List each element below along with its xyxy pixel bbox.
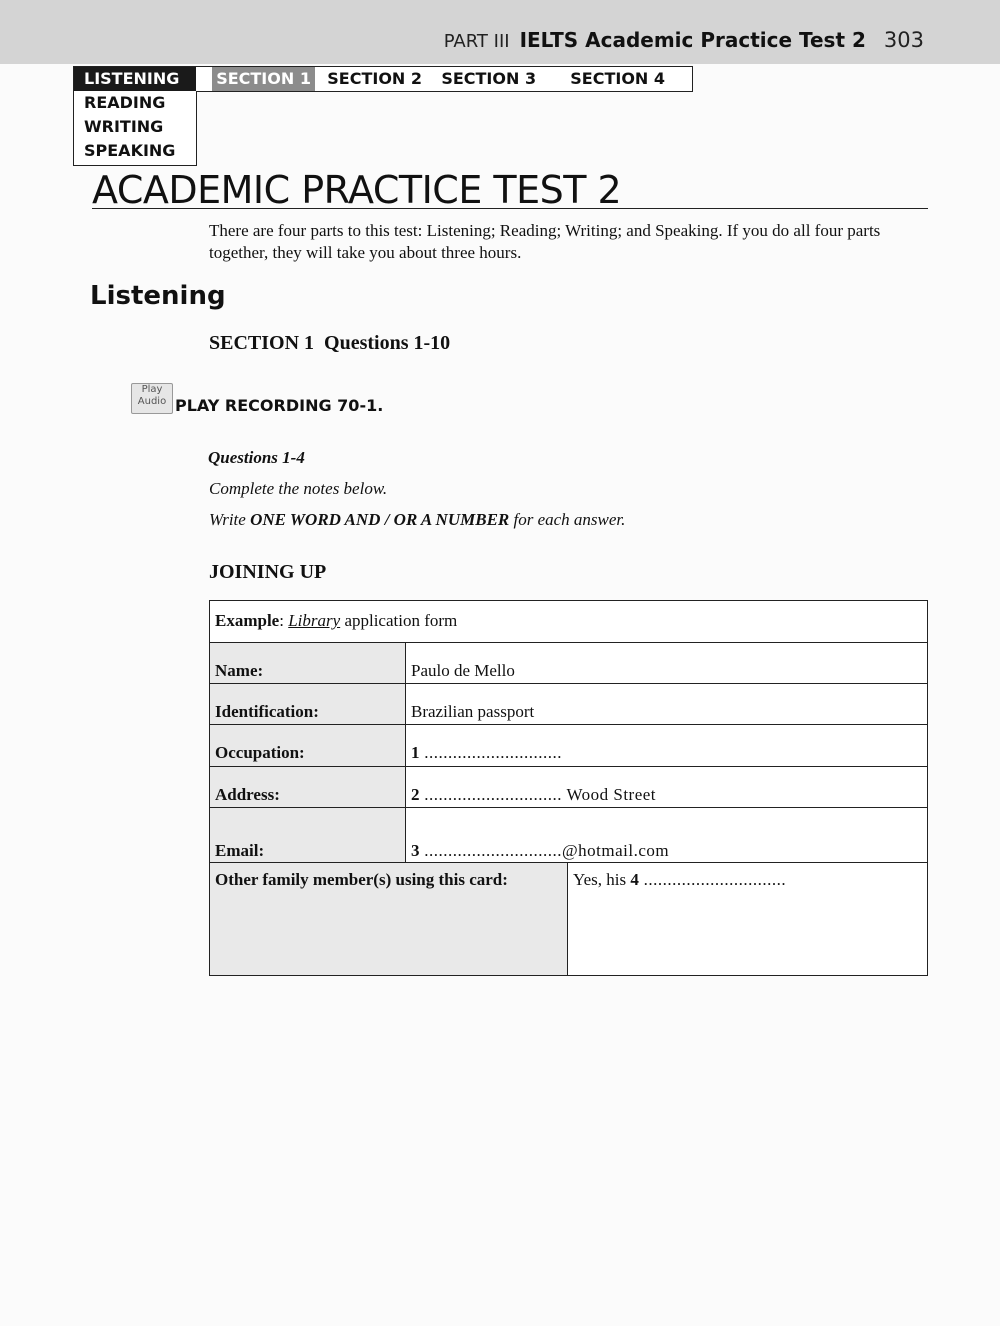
row-text: .............................@hotmail.com (419, 841, 670, 860)
answer-field-1[interactable] (406, 725, 927, 766)
play-icon-top: Play (141, 384, 163, 395)
title-rule (92, 208, 928, 209)
questions-write-instruction (209, 510, 625, 530)
questions-instruction: Complete the notes below. (209, 479, 388, 498)
skill-reading: READING (84, 93, 166, 112)
section-tab-4: SECTION 4 (570, 69, 666, 88)
section-tab-3: SECTION 3 (441, 69, 537, 88)
row-text: Brazilian passport (411, 702, 535, 721)
sections-nav (196, 66, 693, 92)
listening-heading: Listening (90, 281, 226, 311)
row-label: Occupation: (210, 725, 406, 766)
page-title: ACADEMIC PRACTICE TEST 2 (92, 168, 622, 212)
form-row-identification (210, 684, 927, 725)
play-recording-label: PLAY RECORDING 70-1. (175, 396, 384, 415)
row-label: Email: (210, 808, 406, 862)
row-value (406, 643, 927, 683)
section-tab-2: SECTION 2 (327, 69, 423, 88)
row-num: 3 (411, 841, 420, 860)
skills-nav (73, 66, 197, 166)
example-row (210, 601, 927, 643)
family-label: Other family member(s) using this card: (210, 863, 568, 975)
skill-writing: WRITING (84, 117, 164, 136)
section-heading: SECTION 1 Questions 1-10 (209, 332, 451, 354)
play-audio-icon[interactable] (131, 383, 173, 414)
example-word: Library (288, 611, 341, 630)
form-row-email (210, 808, 927, 863)
row-label: Address: (210, 767, 406, 807)
part-label: PART III (443, 31, 510, 52)
notes-form (209, 600, 928, 976)
example-label: Example (215, 611, 280, 630)
intro-paragraph: There are four parts to this test: Listening; Reading; Writing; and Speaking. If you do all four parts together, they will take you about three hours. (209, 221, 881, 262)
form-row-name (210, 643, 927, 684)
form-row-address (210, 767, 927, 808)
row-text: ............................. Wood Street (419, 785, 657, 804)
skill-listening: LISTENING (74, 67, 196, 91)
form-row-family (210, 863, 927, 975)
page-number: 303 (883, 28, 924, 52)
write-prefix: Write (209, 510, 251, 529)
write-suffix: for each answer. (509, 510, 626, 529)
skill-speaking: SPEAKING (84, 141, 176, 160)
row-text: ............................. (419, 743, 562, 762)
family-prefix: Yes, his (573, 870, 631, 889)
row-label: Identification: (210, 684, 406, 724)
questions-heading: Questions 1-4 (208, 448, 305, 467)
row-num: 2 (411, 785, 420, 804)
row-text: Paulo de Mello (411, 661, 515, 680)
form-title: JOINING UP (209, 561, 327, 583)
play-icon-bottom: Audio (137, 396, 167, 407)
form-row-occupation (210, 725, 927, 767)
answer-field-2[interactable] (406, 767, 927, 807)
family-dots: .............................. (638, 870, 787, 889)
row-label: Name: (210, 643, 406, 683)
running-head (444, 28, 924, 58)
row-value (406, 684, 927, 724)
write-bold: ONE WORD AND / OR A NUMBER (250, 510, 510, 529)
answer-field-3[interactable] (406, 808, 927, 862)
example-text: Example: Library application form (215, 611, 458, 630)
family-num: 4 (630, 870, 639, 889)
section-tab-1: SECTION 1 (212, 67, 315, 91)
answer-field-4[interactable] (568, 863, 927, 975)
row-num: 1 (411, 743, 420, 762)
book-title: IELTS Academic Practice Test 2 (519, 28, 866, 52)
example-rest: application form (340, 611, 458, 630)
